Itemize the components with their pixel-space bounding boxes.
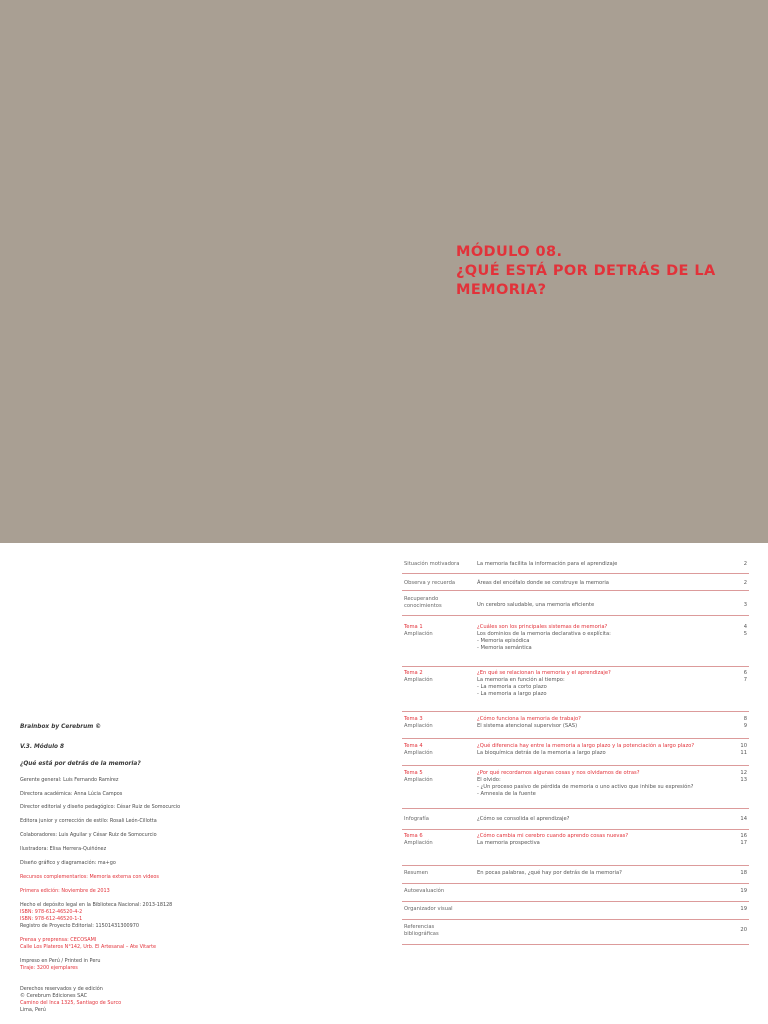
toc-label-secondary: Ampliación xyxy=(404,631,433,637)
toc-item: ¿Qué diferencia hay entre la memoria a largo plazo y la potenciación a largo plazo? xyxy=(477,743,695,749)
credit-line: Editora junior y corrección de estilo: Rosali León-Cillotta xyxy=(20,818,157,824)
toc-row[interactable] xyxy=(402,765,749,808)
toc-row[interactable] xyxy=(402,829,749,865)
toc-page: 16 xyxy=(740,833,747,839)
toc-page: 19 xyxy=(740,906,747,912)
toc-row[interactable] xyxy=(402,865,749,883)
toc-item: La memoria prospectiva xyxy=(477,840,540,846)
credit-line: Registro de Proyecto Editorial: 11501431300970 xyxy=(20,923,140,929)
toc-label: Situación motivadora xyxy=(404,561,460,567)
credit-line: Lima, Perú xyxy=(20,1007,46,1013)
toc-label-secondary: Ampliación xyxy=(404,750,433,756)
toc-item: - Memoria episódica xyxy=(477,638,530,644)
toc-label: Infografía xyxy=(404,816,429,822)
toc-row[interactable] xyxy=(402,901,749,919)
toc-row[interactable] xyxy=(402,615,749,666)
toc-item: En pocas palabras, ¿qué hay por detrás de la memoria? xyxy=(477,870,622,876)
toc-label-secondary: Ampliación xyxy=(404,840,433,846)
toc-page: 7 xyxy=(743,677,747,683)
toc-page: 12 xyxy=(740,770,747,776)
toc-row[interactable] xyxy=(402,711,749,738)
toc-page: 6 xyxy=(743,670,747,676)
toc-row[interactable] xyxy=(402,808,749,829)
toc-row[interactable] xyxy=(402,883,749,901)
toc-label-secondary: Ampliación xyxy=(404,777,433,783)
credit-line: Calle Los Plateros N°142, Urb. El Artesanal – Ate Vitarte xyxy=(20,944,157,950)
credit-line: Tiraje: 3200 ejemplares xyxy=(20,965,78,971)
credit-line: © Cerebrum Ediciones SAC xyxy=(20,993,87,999)
toc-page: 4 xyxy=(743,624,747,630)
credit-line: Director editorial y diseño pedagógico: César Ruiz de Somocurcio xyxy=(20,804,181,810)
module-title xyxy=(456,243,756,300)
credit-line: Directora académica: Anna Lúcia Campos xyxy=(20,791,123,797)
credits-subtitle: ¿Qué está por detrás de la memoria? xyxy=(20,761,141,767)
toc-item: La bioquímica detrás de la memoria a largo plazo xyxy=(477,750,606,756)
toc-label: Tema 2 xyxy=(404,670,423,676)
toc-item: - ¿Un proceso pasivo de pérdida de memoria o uno activo que inhibe su expresión? xyxy=(477,784,694,790)
credit-line: Gerente general: Luis Fernando Ramírez xyxy=(20,777,119,783)
brand-name: Brainbox by Cerebrum © xyxy=(20,724,102,730)
toc-page: 19 xyxy=(740,888,747,894)
toc-item: ¿Cómo funciona la memoria de trabajo? xyxy=(477,716,581,722)
toc-label: Tema 1 xyxy=(404,624,423,630)
toc-label: Referencias bibliográficas xyxy=(404,924,439,937)
title-line-3: MEMORIA? xyxy=(456,282,547,298)
toc-row[interactable] xyxy=(402,590,749,615)
toc-label: Tema 3 xyxy=(404,716,423,722)
toc-page: 8 xyxy=(743,716,747,722)
toc-item: ¿Por qué recordamos algunas cosas y nos olvidamos de otras? xyxy=(477,770,640,776)
toc-item: ¿Cómo cambia mi cerebro cuando aprendo cosas nuevas? xyxy=(477,833,629,839)
toc-item: - La memoria a corto plazo xyxy=(477,684,547,690)
toc-row[interactable] xyxy=(402,738,749,765)
toc-label: Organizador visual xyxy=(404,906,453,912)
toc-page: 20 xyxy=(740,927,747,933)
toc-label: Recuperando conocimientos xyxy=(404,596,442,609)
toc-item: Áreas del encéfalo donde se construye la memoria xyxy=(477,580,609,586)
toc-page: 5 xyxy=(743,631,747,637)
toc-page: 13 xyxy=(740,777,747,783)
toc-label: Resumen xyxy=(404,870,429,876)
toc-item: - Memoria semántica xyxy=(477,645,532,651)
credit-line: Recursos complementarios: Memoria externa con videos xyxy=(20,874,159,880)
toc-label-secondary: Ampliación xyxy=(404,723,433,729)
credit-line: Camino del Inca 1325, Santiago de Surco xyxy=(20,1000,122,1006)
title-line-1: MÓDULO 08. xyxy=(456,244,563,260)
title-line-2: ¿QUÉ ESTÁ POR DETRÁS DE LA xyxy=(456,263,716,279)
toc-page: 10 xyxy=(740,743,747,749)
toc-row[interactable] xyxy=(402,573,749,590)
toc-label-secondary: Ampliación xyxy=(404,677,433,683)
toc-item: La memoria facilita la información para el aprendizaje xyxy=(477,561,618,567)
toc-page: 2 xyxy=(743,561,747,567)
toc-item: ¿En qué se relacionan la memoria y el aprendizaje? xyxy=(477,670,611,676)
toc-item: ¿Cuáles son los principales sistemas de memoria? xyxy=(477,624,608,630)
credit-line: Derechos reservados y de edición xyxy=(20,986,103,992)
credit-line: Diseño gráfico y diagramación: ma+go xyxy=(20,860,116,866)
toc-page: 14 xyxy=(740,816,747,822)
toc-label: Tema 5 xyxy=(404,770,423,776)
toc-page: 2 xyxy=(743,580,747,586)
toc-row[interactable] xyxy=(402,556,749,573)
toc-item: Los dominios de la memoria declarativa o explícita: xyxy=(477,631,611,637)
credit-line: Hecho el depósito legal en la Biblioteca Nacional: 2013-18128 xyxy=(20,902,173,908)
credit-line: ISBN: 978-612-46520-1-1 xyxy=(20,916,83,922)
credit-line: ISBN: 978-612-46520-4-2 xyxy=(20,909,83,915)
toc-page: 17 xyxy=(740,840,747,846)
toc-item: - Amnesia de la fuente xyxy=(477,791,536,797)
toc-page: 9 xyxy=(743,723,747,729)
credit-line: Colaboradores: Luis Aguilar y César Ruiz de Somocurcio xyxy=(20,832,157,838)
toc-row[interactable] xyxy=(402,919,749,945)
credit-line: Primera edición: Noviembre de 2013 xyxy=(20,888,110,894)
toc-page: 18 xyxy=(740,870,747,876)
toc-row[interactable] xyxy=(402,666,749,711)
toc-label: Tema 6 xyxy=(404,833,423,839)
toc-label: Tema 4 xyxy=(404,743,423,749)
toc-item: El sistema atencional supervisor (SAS) xyxy=(477,723,578,729)
toc-item: La memoria en función al tiempo: xyxy=(477,677,565,683)
toc-item: ¿Cómo se consolida el aprendizaje? xyxy=(477,816,570,822)
credit-line: Impreso en Perú / Printed in Peru xyxy=(20,958,101,964)
toc-item: El olvido: xyxy=(477,777,501,783)
credit-line: Prensa y preprensa: CECOSAMI xyxy=(20,937,97,943)
toc-page: 3 xyxy=(743,602,747,608)
version-label: V.3. Módulo 8 xyxy=(20,744,65,750)
toc-label: Autoevaluación xyxy=(404,888,445,894)
toc-item: - La memoria a largo plazo xyxy=(477,691,547,697)
toc-item: Un cerebro saludable, una memoria eficiente xyxy=(477,602,595,608)
credit-line: Ilustradora: Elisa Herrera-Quiñónez xyxy=(20,846,107,852)
toc-page: 11 xyxy=(740,750,747,756)
toc-label: Observa y recuerda xyxy=(404,580,456,586)
